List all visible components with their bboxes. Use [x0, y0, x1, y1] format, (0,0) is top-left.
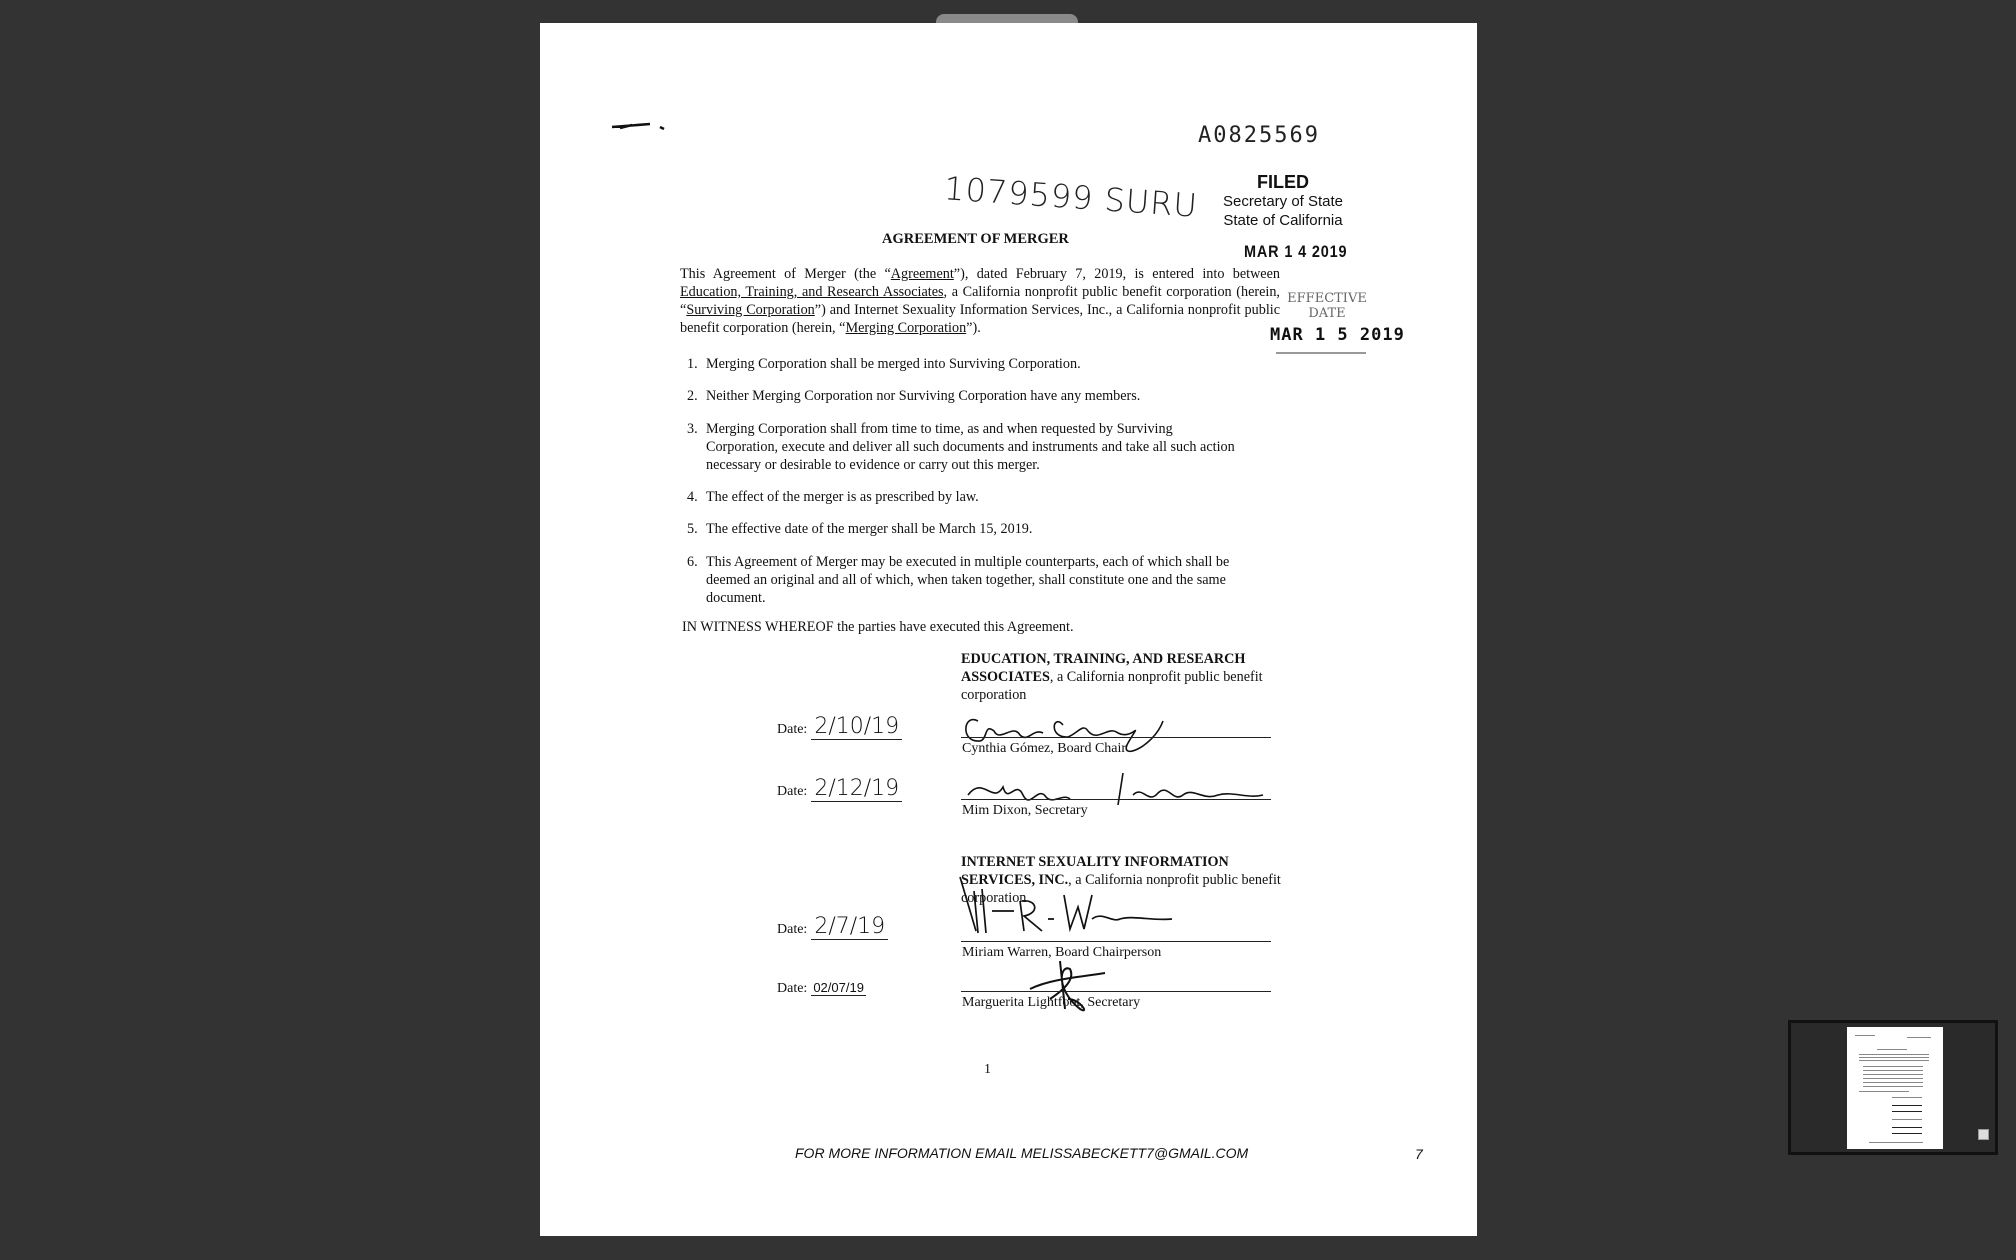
clause-number: 5. [687, 521, 698, 537]
clause-text: This Agreement of Merger may be executed in multiple counterparts, each of which shall be deemed an original and all of which, when taken together, shall constitute one and the same document. [706, 554, 1230, 606]
signature-line [961, 991, 1271, 992]
clause-number: 3. [687, 421, 698, 437]
page-thumbnail-panel[interactable] [1788, 1020, 1998, 1155]
signature-line [961, 799, 1271, 800]
clause-text: Neither Merging Corporation nor Surviving Corporation have any members. [706, 388, 1141, 404]
date-value: 02/07/19 [813, 980, 864, 995]
date-label: Date: [777, 981, 808, 996]
filed-label: FILED [1257, 172, 1309, 192]
stamp-underline [1276, 352, 1366, 354]
page-thumbnail[interactable] [1847, 1027, 1943, 1149]
signature-line [961, 737, 1271, 738]
effective-label-2: DATE [1308, 306, 1346, 321]
effective-date-label [1277, 291, 1377, 321]
party1-name: EDUCATION, TRAINING, AND RESEARCH ASSOCIATES [961, 651, 1246, 685]
signature-line [961, 941, 1271, 942]
intro-merging-term: Merging Corporation [845, 320, 967, 336]
party1-signer2-name: Mim Dixon, Secretary [962, 803, 1088, 818]
clause-number: 2. [687, 388, 698, 404]
document-page [540, 23, 1477, 1236]
party2-desc: , a California nonprofit public benefit corporation [961, 872, 1281, 906]
intro-text-1: This Agreement of Merger (the “ [680, 266, 891, 282]
handwritten-number: 1079599 SURU [942, 169, 1200, 225]
clause-text: The effective date of the merger shall be March 15, 2019. [706, 521, 1033, 537]
date-value: 2/10/19 [811, 714, 902, 740]
intro-agreement-term: Agreement [890, 266, 954, 282]
clause-text: Merging Corporation shall from time to time, as and when requested by Surviving Corporation, execute and deliver all such documents and instruments and take all such action necessary or desirable to evidence or carry out this merger. [706, 421, 1235, 473]
date-value: 2/7/19 [811, 914, 888, 940]
party1-desc: , a California nonprofit public benefit corporation [961, 669, 1263, 703]
intro-text-3: , a California nonprofit public benefit corporation (herein, “ [680, 284, 1280, 318]
scribble-mark [610, 115, 670, 135]
date-label: Date: [777, 922, 808, 937]
filing-number: A0825569 [1198, 123, 1320, 148]
filed-line1: Secretary of State [1222, 193, 1344, 210]
party1-block [961, 650, 1281, 704]
clause-text: Merging Corporation shall be merged into Surviving Corporation. [706, 356, 1081, 372]
party2-signer1-date [777, 914, 888, 939]
witness-statement: IN WITNESS WHEREOF the parties have executed this Agreement. [682, 619, 1074, 635]
intro-paragraph [680, 265, 1280, 337]
intro-surviving-name: Education, Training, and Research Associates [680, 284, 944, 300]
document-title: AGREEMENT OF MERGER [882, 231, 1069, 247]
date-value: 2/12/19 [811, 776, 902, 802]
filed-line2: State of California [1223, 212, 1343, 229]
party1-signer2-date [777, 776, 902, 801]
footer-text: FOR MORE INFORMATION EMAIL MELISSABECKETT7@GMAIL.COM [795, 1145, 1249, 1161]
effective-label-1: EFFECTIVE [1287, 291, 1367, 306]
clause-number: 6. [687, 554, 698, 570]
party2-signer2-name: Marguerita Lightfoot, Secretary [962, 995, 1141, 1010]
page-mark: 1 [984, 1062, 991, 1077]
page-number: 7 [1415, 1146, 1423, 1162]
clause-number: 1. [687, 356, 698, 372]
effective-date: MAR 1 5 2019 [1270, 325, 1405, 345]
intro-text-5: ”). [966, 320, 981, 336]
intro-text-2: ”), dated February 7, 2019, is entered into between [953, 266, 1280, 282]
intro-text-4: ”) and Internet Sexuality Information Services, Inc., a California nonprofit public benefit corporation (herein, “ [680, 302, 1281, 336]
party1-signer1-name: Cynthia Gómez, Board Chair [962, 741, 1127, 756]
party2-name: INTERNET SEXUALITY INFORMATION SERVICES, INC. [961, 854, 1229, 888]
filed-stamp [1208, 173, 1358, 230]
intro-surviving-term: Surviving Corporation [686, 302, 815, 318]
filed-date: MAR 1 4 2019 [1244, 242, 1348, 261]
signature-warren [952, 871, 1212, 941]
date-label: Date: [777, 722, 808, 737]
party1-signer1-date [777, 714, 902, 739]
party2-signer1-name: Miriam Warren, Board Chairperson [962, 945, 1162, 960]
clause-number: 4. [687, 489, 698, 505]
thumbnail-expand-icon[interactable] [1978, 1129, 1989, 1140]
clause-text: The effect of the merger is as prescribed by law. [706, 489, 979, 505]
party2-signer2-date [777, 979, 866, 998]
date-label: Date: [777, 784, 808, 799]
